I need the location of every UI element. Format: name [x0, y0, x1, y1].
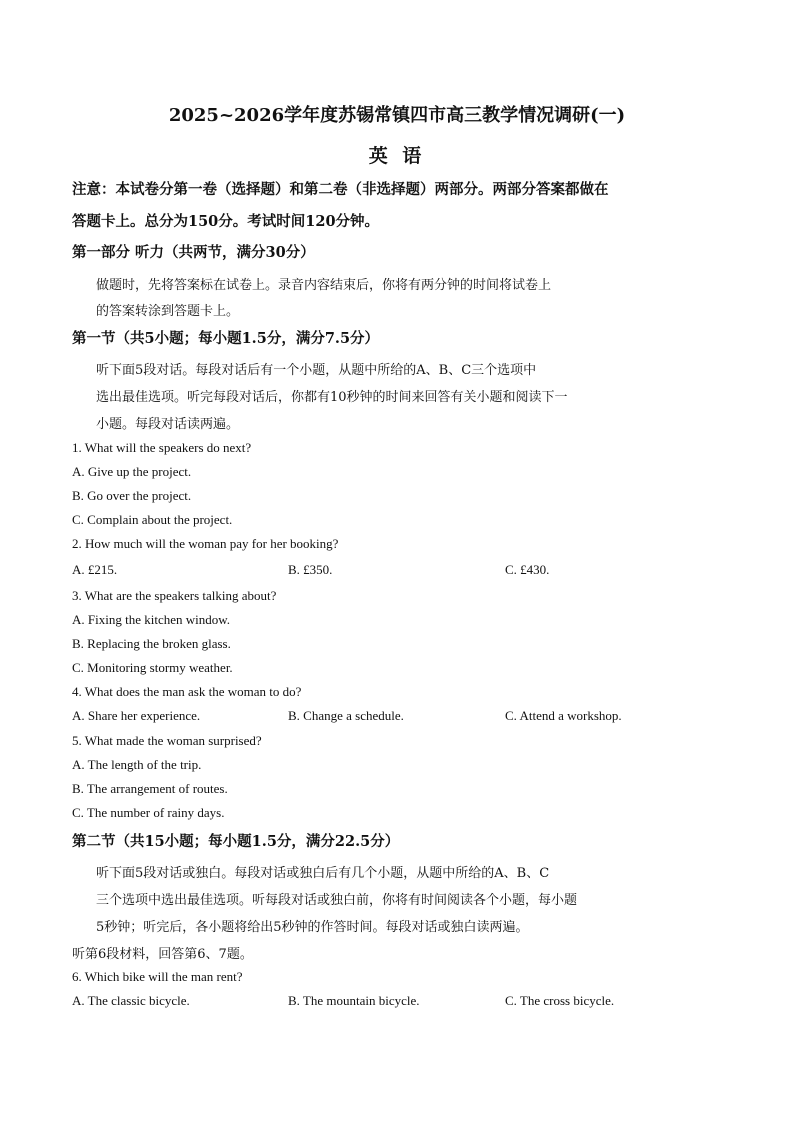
part1-instruction-2: 的答案转涂到答题卡上。: [96, 304, 240, 319]
material-6-note: 听第6段材料，回答第6、7题。: [72, 947, 253, 962]
question-2: 2. How much will the woman pay for her booking?: [72, 536, 339, 551]
q2-option-c: C. £430.: [505, 562, 550, 577]
section2-instruction-2: 三个选项中选出最佳选项。听每段对话或独白前，你将有时间阅读各个小题，每小题: [96, 893, 578, 908]
q2-option-b: B. £350.: [288, 562, 333, 577]
q1-option-a: A. Give up the project.: [72, 464, 192, 479]
q1-option-c: C. Complain about the project.: [72, 512, 233, 527]
notice-line-1: 注意：本试卷分第一卷（选择题）和第二卷（非选择题）两部分。两部分答案都做在: [72, 181, 609, 198]
section2-instruction-3: 5秒钟；听完后，各小题将给出5秒钟的作答时间。每段对话或独白读两遍。: [96, 920, 529, 935]
q1-option-b: B. Go over the project.: [72, 488, 192, 503]
question-3: 3. What are the speakers talking about?: [72, 588, 277, 603]
subject-title: 英 语: [368, 145, 426, 167]
q6-option-b: B. The mountain bicycle.: [288, 993, 420, 1008]
section1-heading: 第一节（共5小题；每小题1.5分，满分7.5分）: [72, 330, 380, 347]
section2-instruction-1: 听下面5段对话或独白。每段对话或独白后有几个小题，从题中所给的A、B、C: [96, 866, 550, 881]
section2-heading: 第二节（共15小题；每小题1.5分，满分22.5分）: [72, 833, 400, 850]
q3-option-c: C. Monitoring stormy weather.: [72, 660, 233, 675]
q5-option-a: A. The length of the trip.: [72, 757, 202, 772]
question-4: 4. What does the man ask the woman to do?: [72, 684, 302, 699]
q5-option-c: C. The number of rainy days.: [72, 805, 225, 820]
section1-instruction-2: 选出最佳选项。听完每段对话后，你都有10秒钟的时间来回答有关小题和阅读下一: [96, 390, 568, 405]
part1-heading: 第一部分 听力（共两节，满分30分）: [72, 244, 315, 261]
question-5: 5. What made the woman surprised?: [72, 733, 262, 748]
section1-instruction-3: 小题。每段对话读两遍。: [96, 417, 240, 432]
notice-line-2: 答题卡上。总分为150分。考试时间120分钟。: [72, 213, 380, 230]
q4-option-c: C. Attend a workshop.: [505, 708, 622, 723]
question-1: 1. What will the speakers do next?: [72, 440, 252, 455]
q4-option-a: A. Share her experience.: [72, 708, 201, 723]
q5-option-b: B. The arrangement of routes.: [72, 781, 228, 796]
question-6: 6. Which bike will the man rent?: [72, 969, 243, 984]
q3-option-a: A. Fixing the kitchen window.: [72, 612, 231, 627]
section1-instruction-1: 听下面5段对话。每段对话后有一个小题，从题中所给的A、B、C三个选项中: [96, 363, 537, 378]
q3-option-b: B. Replacing the broken glass.: [72, 636, 231, 651]
exam-title: 2025~2026学年度苏锡常镇四市高三教学情况调研(一): [168, 105, 626, 126]
q4-option-b: B. Change a schedule.: [288, 708, 404, 723]
q6-option-c: C. The cross bicycle.: [505, 993, 615, 1008]
q6-option-a: A. The classic bicycle.: [72, 993, 190, 1008]
part1-instruction-1: 做题时，先将答案标在试卷上。录音内容结束后，你将有两分钟的时间将试卷上: [96, 278, 552, 293]
q2-option-a: A. £215.: [72, 562, 118, 577]
